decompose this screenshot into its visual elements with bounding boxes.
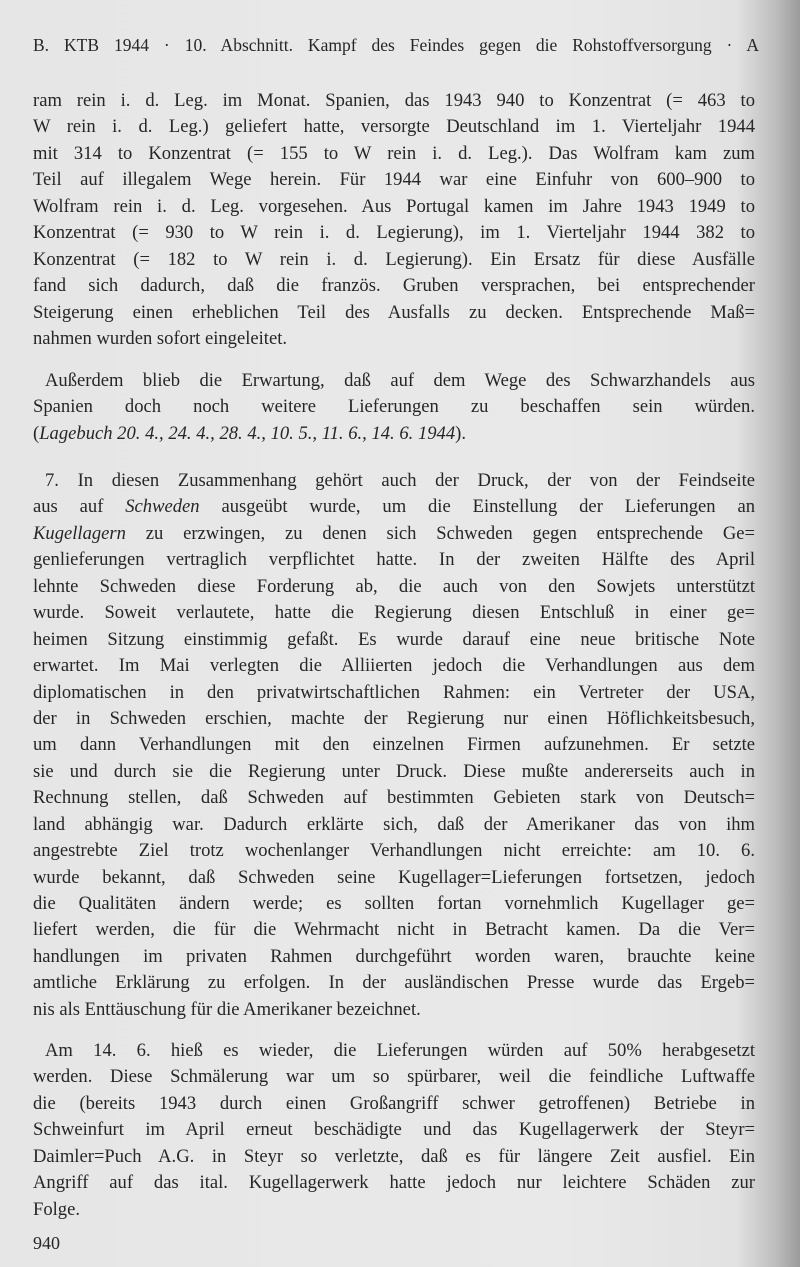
text-line: W rein i. d. Leg.) geliefert hatte, versorgte Deutschland im 1. Vierteljahr 1944 xyxy=(33,116,755,138)
italic-text: Kugellagern xyxy=(33,522,126,544)
text-line: Steigerung einen erheblichen Teil des Ausfalls zu decken. Entsprechende Maß= xyxy=(33,301,755,323)
text-line: genlieferungen vertraglich verpflichtet hatte. In der zweiten Hälfte des April xyxy=(33,549,755,571)
paragraph-wolfram xyxy=(33,88,755,352)
text-line: amtliche Erklärung zu erfolgen. In der ausländischen Presse wurde das Ergeb= xyxy=(33,972,755,994)
text-line: Angriff auf das ital. Kugellagerwerk hatte jedoch nur leichtere Schäden zur xyxy=(33,1172,755,1194)
text-line: ram rein i. d. Leg. im Monat. Spanien, das 1943 940 to Konzentrat (= 463 to xyxy=(33,90,755,111)
italic-text: Schweden xyxy=(125,496,200,518)
text-line: der in Schweden erschien, machte der Regierung nur einen Höflichkeitsbesuch, xyxy=(33,707,755,729)
running-header: B. KTB 1944 · 10. Abschnitt. Kampf des Feindes gegen die Rohstoffversorgung · A xyxy=(33,35,759,55)
text-line: die Qualitäten ändern werde; es sollten fortan vornehmlich Kugellager ge= xyxy=(33,893,755,914)
text-line xyxy=(33,521,755,547)
text-line: Teil auf illegalem Wege herein. Für 1944 war eine Einfuhr von 600–900 to xyxy=(33,169,755,191)
text-line: Folge. xyxy=(33,1198,81,1220)
text-line: wurde bekannt, daß Schweden seine Kugellager=Lieferungen fortsetzen, jedoch xyxy=(33,866,755,888)
text-line: werden. Diese Schmälerung war um so spürbarer, weil die feindliche Luftwaffe xyxy=(33,1066,755,1088)
text-line: nahmen wurden sofort eingeleitet. xyxy=(33,327,288,349)
text-line: mit 314 to Konzentrat (= 155 to W rein i. d. Leg.). Das Wolfram kam zum xyxy=(33,142,755,164)
text-line: Außerdem blieb die Erwartung, daß auf dem Wege des Schwarzhandels aus xyxy=(45,370,755,391)
text-line: liefert werden, die für die Wehrmacht nicht in Betracht kamen. Da die Ver= xyxy=(33,919,755,941)
text-line: Konzentrat (= 182 to W rein i. d. Legierung). Ein Ersatz für diese Ausfälle xyxy=(33,248,755,270)
text-line: 7. In diesen Zusammenhang gehört auch der Druck, der von der Feindseite xyxy=(45,470,755,491)
text-line: fand sich dadurch, daß die französ. Gruben versprachen, bei entsprechender xyxy=(33,275,755,297)
text-line: wurde. Soweit verlautete, hatte die Regierung diesen Entschluß in einer ge= xyxy=(33,602,755,624)
paragraph-schwarzhandel xyxy=(33,368,755,447)
text-line: nis als Enttäuschung für die Amerikaner bezeichnet. xyxy=(33,998,421,1020)
text-line: lehnte Schweden diese Forderung ab, die auch von den Sowjets unterstützt xyxy=(33,575,755,597)
text-line: erwartet. Im Mai verlegten die Alliierten jedoch die Verhandlungen aus dem xyxy=(33,655,755,677)
text-line: land abhängig war. Dadurch erklärte sich, daß der Amerikaner das von ihm xyxy=(33,813,755,835)
text-segment: aus auf xyxy=(33,496,126,518)
text-line: sie und durch sie die Regierung unter Druck. Diese mußte andererseits auch in xyxy=(33,760,755,782)
text-line: handlungen im privaten Rahmen durchgeführt worden waren, brauchte keine xyxy=(33,945,755,967)
text-line: Spanien doch noch weitere Lieferungen zu beschaffen sein würden. xyxy=(33,396,755,418)
text-line: die (bereits 1943 durch einen Großangriff schwer getroffenen) Betriebe in xyxy=(33,1092,755,1114)
text-line: diplomatischen in den privatwirtschaftlichen Rahmen: ein Vertreter der USA, xyxy=(33,681,755,703)
text-line: Rechnung stellen, daß Schweden auf bestimmten Gebieten stark von Deutsch= xyxy=(33,787,755,809)
text-segment: ausgeübt wurde, um die Einstellung der Lieferungen an xyxy=(199,496,755,518)
text-line: Konzentrat (= 930 to W rein i. d. Legierung), im 1. Vierteljahr 1944 382 to xyxy=(33,222,755,244)
page-number: 940 xyxy=(33,1233,60,1253)
text-line xyxy=(33,421,755,447)
text-line: Schweinfurt im April erneut beschädigte und das Kugellagerwerk der Steyr= xyxy=(33,1119,755,1141)
text-line: Wolfram rein i. d. Leg. vorgesehen. Aus Portugal kamen im Jahre 1943 1949 to xyxy=(33,195,755,217)
text-segment: ( xyxy=(33,422,40,444)
text-line: angestrebte Ziel trotz wochenlanger Verhandlungen nicht erreichte: am 10. 6. xyxy=(33,840,755,862)
paragraph-lieferungen-herabgesetzt xyxy=(33,1038,755,1223)
paragraph-schweden-kugellager xyxy=(33,468,755,1023)
italic-text: Lagebuch 20. 4., 24. 4., 28. 4., 10. 5., 11. 6., 14. 6. 1944 xyxy=(39,422,456,444)
text-line: um dann Verhandlungen mit den einzelnen Firmen aufzunehmen. Er setzte xyxy=(33,734,755,756)
text-line: Daimler=Puch A.G. in Steyr so verletzte, daß es für längere Zeit ausfiel. Ein xyxy=(33,1145,755,1167)
text-line: heimen Sitzung einstimmig gefaßt. Es wurde darauf eine neue britische Note xyxy=(33,628,755,650)
text-line: Am 14. 6. hieß es wieder, die Lieferungen würden auf 50% herabgesetzt xyxy=(45,1040,755,1061)
text-segment: ). xyxy=(455,422,466,444)
text-line xyxy=(33,494,755,520)
text-segment: zu erzwingen, zu denen sich Schweden gegen entsprechende Ge= xyxy=(125,522,755,544)
